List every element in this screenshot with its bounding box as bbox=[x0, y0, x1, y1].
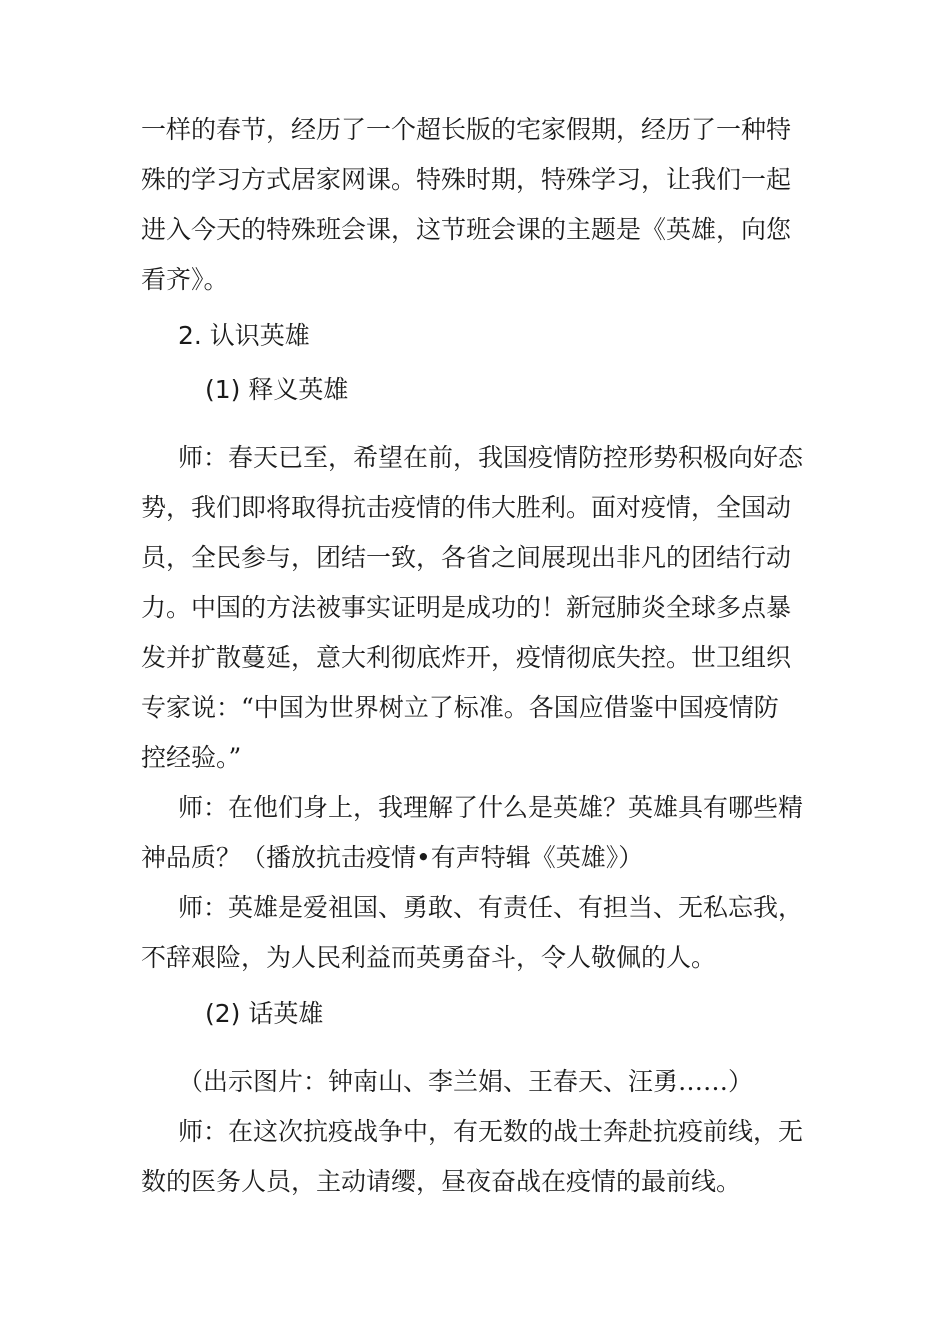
section-heading: 2. 认识英雄 bbox=[178, 321, 310, 350]
text-line: 看齐》。 bbox=[141, 265, 229, 294]
text-line: 殊的学习方式居家网课。特殊时期，特殊学习，让我们一起 bbox=[141, 165, 792, 194]
text-line: 不辞艰险，为人民利益而英勇奋斗，令人敬佩的人。 bbox=[141, 943, 717, 972]
text-line: 一样的春节，经历了一个超长版的宅家假期，经历了一种特 bbox=[141, 115, 792, 144]
text-line: 师：英雄是爱祖国、勇敢、有责任、有担当、无私忘我， bbox=[178, 893, 804, 922]
text-line: 师：在他们身上，我理解了什么是英雄？英雄具有哪些精 bbox=[178, 793, 804, 822]
text-line: 神品质？（播放抗击疫情•有声特辑《英雄》） bbox=[141, 843, 644, 872]
text-line: 控经验。” bbox=[141, 743, 242, 772]
text-line: 发并扩散蔓延，意大利彻底炸开，疫情彻底失控。世卫组织 bbox=[141, 643, 792, 672]
text-line: 师：春天已至，希望在前，我国疫情防控形势积极向好态 bbox=[178, 443, 804, 472]
text-line: 数的医务人员，主动请缨，昼夜奋战在疫情的最前线。 bbox=[141, 1167, 742, 1196]
text-line: （出示图片：钟南山、李兰娟、王春天、汪勇……） bbox=[178, 1067, 754, 1096]
text-line: 力。中国的方法被事实证明是成功的！新冠肺炎全球多点暴 bbox=[141, 593, 792, 622]
text-line: 进入今天的特殊班会课，这节班会课的主题是《英雄，向您 bbox=[141, 215, 792, 244]
subsection-heading: (2) 话英雄 bbox=[205, 999, 324, 1028]
text-line: 师：在这次抗疫战争中，有无数的战士奔赴抗疫前线，无 bbox=[178, 1117, 804, 1146]
subsection-heading: (1) 释义英雄 bbox=[205, 375, 349, 404]
text-line: 专家说：“中国为世界树立了标准。各国应借鉴中国疫情防 bbox=[141, 693, 779, 722]
text-line: 势，我们即将取得抗击疫情的伟大胜利。面对疫情，全国动 bbox=[141, 493, 792, 522]
text-line: 员，全民参与，团结一致，各省之间展现出非凡的团结行动 bbox=[141, 543, 792, 572]
